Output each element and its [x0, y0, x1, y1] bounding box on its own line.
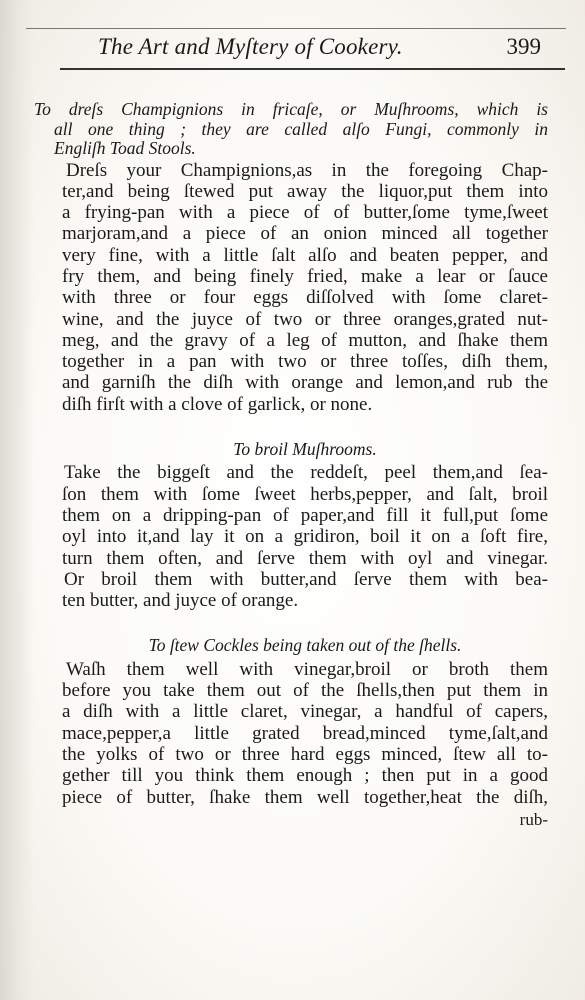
text-line: the yolks of two or three hard eggs minced, ſtew all to- — [62, 743, 548, 765]
text-line: Dreſs your Champignions,as in the foregoing Chap- — [66, 159, 548, 181]
text-line: a diſh with a little claret, vinegar, a handful of capers, — [62, 701, 548, 723]
page-top-edge-rule — [26, 28, 566, 29]
text-line: gether till you think them enough ; then put in a good — [62, 765, 548, 787]
text-line: meg, and the gravy of a leg of mutton, and ſhake them — [62, 329, 548, 351]
text-line: Take the biggeſt and the reddeſt, peel them,and ſea- — [64, 462, 548, 484]
text-line: diſh firſt with a clove of garlick, or none. — [62, 393, 373, 415]
heading-line: To dreſs Champignions in fricaſe, or Muſhrooms, which is — [34, 99, 548, 119]
recipe-paragraph — [62, 659, 548, 808]
page-gutter-shadow — [0, 0, 34, 1000]
text-line: wine, and the juyce of two or three oranges,grated nut- — [62, 308, 548, 330]
heading-line: Engliſh Toad Stools. — [54, 138, 196, 158]
text-line: a frying-pan with a piece of of butter,ſome tyme,ſweet — [62, 202, 548, 224]
running-title: The Art and Myſtery of Cookery. — [98, 34, 403, 59]
text-line: very fine, with a little ſalt alſo and beaten pepper, and — [62, 244, 548, 266]
text-line: Waſh them well with vinegar,broil or broth them — [66, 658, 548, 680]
text-line: turn them often, and ſerve them with oyl and vinegar. — [62, 547, 548, 569]
recipe-paragraph — [62, 462, 548, 568]
page-header — [60, 34, 565, 74]
text-line: and garniſh the diſh with orange and lemon,and rub the — [62, 372, 548, 394]
recipe-heading-broil-mushrooms: To broil Muſhrooms. — [233, 439, 377, 460]
text-line: oyl into it,and lay it on a gridiron, boil it on a ſoft fire, — [62, 526, 548, 548]
catchword: rub- — [519, 809, 548, 829]
text-line: mace,pepper,a little grated bread,minced tyme,ſalt,and — [62, 722, 548, 744]
text-line: Or broil them with butter,and ſerve them with bea- — [64, 568, 548, 590]
text-line: them on a dripping-pan of paper,and fill it full,put ſome — [62, 504, 548, 526]
text-line: fry them, and being finely fried, make a lear or ſauce — [62, 265, 548, 287]
recipe-heading-stew-cockles: To ſtew Cockles being taken out of the ſhells. — [148, 635, 462, 656]
text-line: marjoram,and a piece of an onion minced all together — [62, 223, 548, 245]
page-number: 399 — [506, 34, 541, 59]
text-line: piece of butter, ſhake them well together,heat the diſh, — [62, 786, 548, 808]
text-line: before you take them out of the ſhells,then put them in — [62, 680, 548, 702]
recipe-paragraph — [62, 569, 548, 612]
text-line: with three or four eggs diſſolved with ſome claret- — [62, 287, 548, 309]
text-line: ten butter, and juyce of orange. — [62, 590, 299, 612]
text-line: ſon them with ſome ſweet herbs,pepper, and ſalt, broil — [62, 483, 548, 505]
recipe-paragraph — [62, 160, 548, 416]
header-rule — [60, 68, 565, 70]
heading-line: all one thing ; they are called alſo Fungi, commonly in — [54, 118, 548, 139]
recipe-heading-mushroom-fricase — [34, 100, 548, 159]
text-line: ter,and being ſtewed put away the liquor,put them into — [62, 180, 548, 202]
recipe-text-body — [34, 99, 548, 830]
text-line: together in a pan with two or three toſſes, diſh them, — [62, 351, 548, 373]
